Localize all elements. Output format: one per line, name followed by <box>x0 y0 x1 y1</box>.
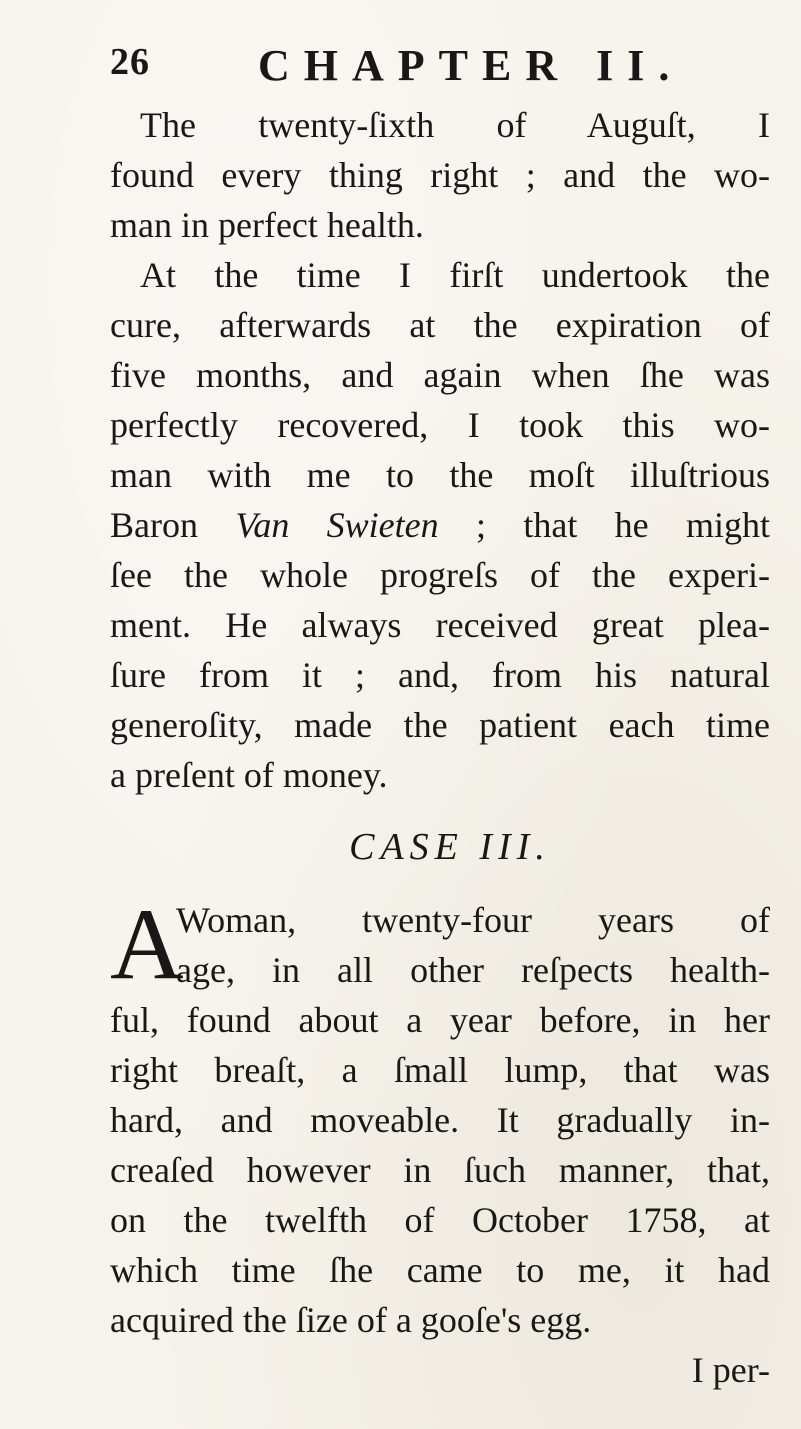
text-line: a preſent of money. <box>110 755 388 795</box>
text-line: ſee the whole progreſs of the experi- <box>110 555 770 595</box>
text-line: perfectly recovered, I took this wo- <box>110 405 770 445</box>
baron-suffix: ; that he might <box>438 505 770 545</box>
text-line: creaſed however in ſuch manner, that, <box>110 1150 770 1190</box>
catchword: I per- <box>691 1350 770 1390</box>
text-line: man with me to the moſt illuſtrious <box>110 455 770 495</box>
text-line: on the twelfth of October 1758, at <box>110 1200 770 1240</box>
text-line: man in perfect health. <box>110 205 424 245</box>
chapter-title: CHAPTER II. <box>258 41 684 90</box>
running-header <box>110 40 770 90</box>
text-line-baron <box>110 500 770 550</box>
text-line: hard, and moveable. It gradually in- <box>110 1100 770 1140</box>
text-line: The twenty-ſixth of Auguſt, I <box>140 105 770 145</box>
page-number: 26 <box>110 41 150 83</box>
baron-prefix: Baron <box>110 505 236 545</box>
text-line: which time ſhe came to me, it had <box>110 1250 770 1290</box>
text-line: acquired the ſize of a gooſe's egg. <box>110 1300 592 1340</box>
van-swieten-name: Van Swieten <box>235 505 439 545</box>
text-line: found every thing right ; and the wo- <box>110 155 770 195</box>
text-line: Woman, twenty-four years of <box>176 900 770 940</box>
text-line: five months, and again when ſhe was <box>110 355 770 395</box>
text-line: cure, afterwards at the expiration of <box>110 305 770 345</box>
drop-cap: A <box>110 888 184 1001</box>
text-line: ſure from it ; and, from his natural <box>110 655 770 695</box>
text-line: right breaſt, a ſmall lump, that was <box>110 1050 770 1090</box>
text-line: ment. He always received great plea- <box>110 605 770 645</box>
text-line: age, in all other reſpects health- <box>176 950 770 990</box>
case-heading: CASE III. <box>349 826 551 868</box>
text-line: generoſity, made the patient each time <box>110 705 770 745</box>
text-line: ful, found about a year before, in her <box>110 1000 770 1040</box>
text-line: At the time I firſt undertook the <box>140 255 770 295</box>
